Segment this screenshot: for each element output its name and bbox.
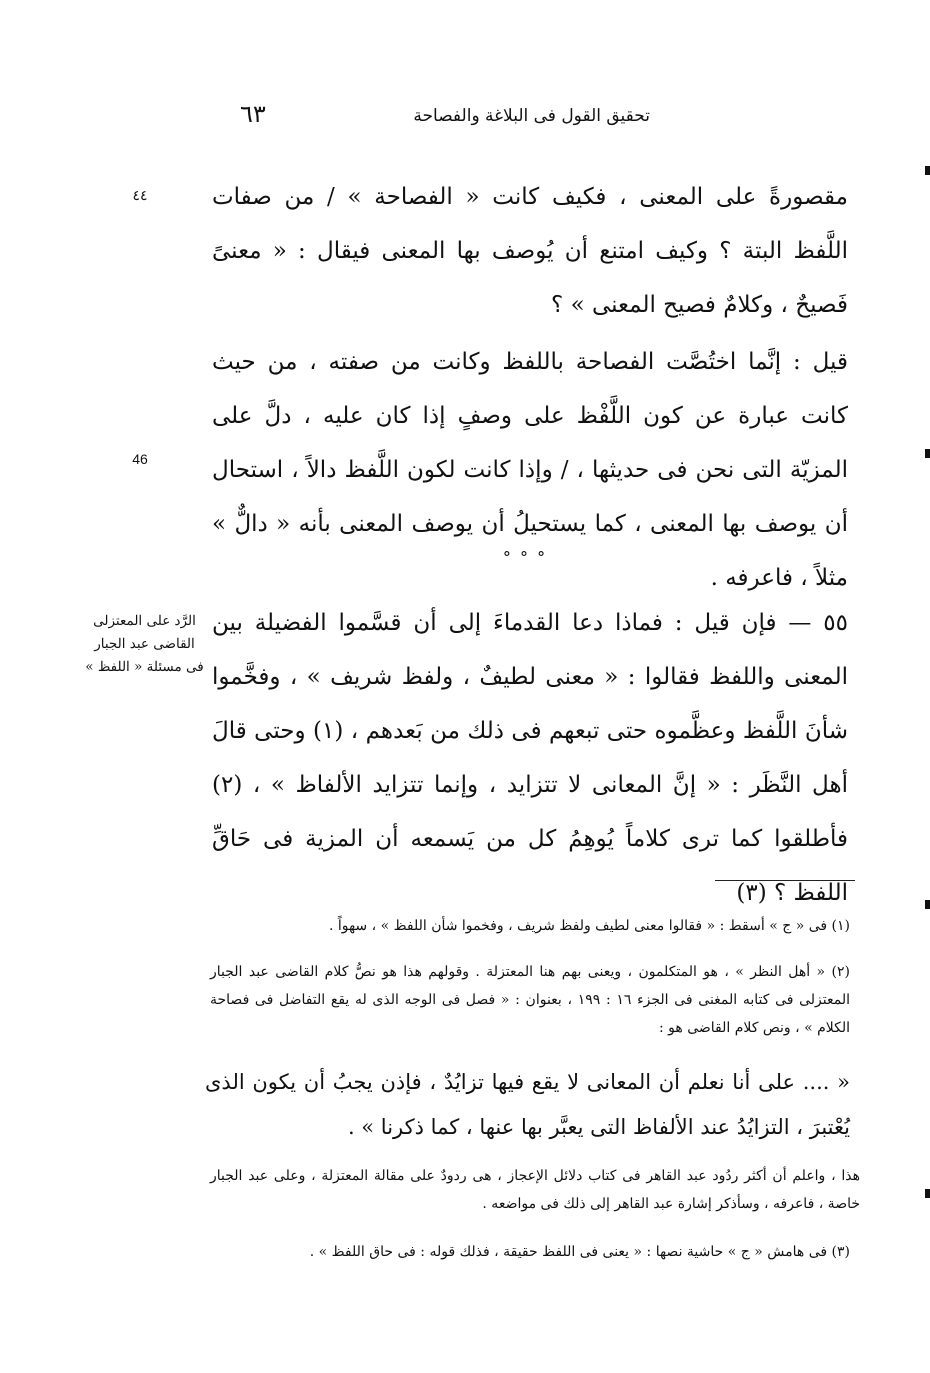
margin-page-ref-44: ٤٤ — [132, 188, 148, 204]
footnote-divider — [715, 880, 855, 881]
scan-edge-mark — [925, 449, 930, 458]
margin-page-ref-46: 46 — [132, 451, 148, 467]
body-paragraph-3: ٥٥ — فإن قيل : فماذا دعا القدماءَ إلى أن قسَّموا الفضيلة بين المعنى واللفظ فقالوا : « معنى لطيفٌ ، ولفظ شريف » ، وفخَّموا شأنَ اللَّفظ وعظَّموه حتى تبعهم فى ذلك من بَعدهم ، (١) وحتى قالَ أهل النَّظَر : « إنَّ المعانى لا تتزايد ، وإنما تتزايد الألفاظ » ، (٢) فأطلقوا كما ترى كلاماً يُوهِمُ كل من يَسمعه أن المزية فى حَاقِّ اللفظ ؟ (٣) — [212, 610, 848, 906]
running-header-title: تحقيق القول فى البلاغة والفصاحة — [413, 106, 650, 126]
footnote-1: (١) فى « ج » أسقط : « فقالوا معنى لطيف ولفظ شريف ، وفخموا شأن اللفظ » ، سهواً . — [328, 918, 850, 934]
footnote-3: (٣) فى هامش « ج » حاشية نصها : « يعنى فى اللفظ حقيقة ، فذلك قوله : فى حاق اللفظ » . — [309, 1244, 850, 1260]
scan-edge-mark — [925, 1189, 930, 1198]
section-separator: ° ° ° — [502, 548, 548, 567]
scan-edge-mark — [925, 166, 930, 175]
margin-side-note — [82, 610, 207, 679]
page-number: ٦٣ — [240, 100, 266, 128]
footnote-2: (٢) « أهل النظر » ، هو المتكلمون ، ويعنى بهم هنا المعتزلة . وقولهم هذا هو نصُّ كلام القاضى عبد الجبار المعتزلى فى كتابه المغنى فى الجزء ١٦ : ١٩٩ ، بعنوان : « فصل فى الوجه الذى له يقع التفاضل فى فصاحة الكلام » ، ونص كلام القاضى هو : — [210, 964, 851, 1036]
body-paragraph-1: مقصورةً على المعنى ، فكيف كانت « الفصاحة » / من صفات اللَّفظ البتة ؟ وكيف امتنع أن يُوصف بها المعنى فيقال : « معنىً فَصيحٌ ، وكلامٌ فصيح المعنى » ؟ — [212, 184, 848, 318]
side-note-line: الرَّد على المعتزلى — [93, 613, 196, 629]
footnote-2-continuation: هذا ، واعلم أن أكثر ردُود عبد القاهر فى كتاب دلائل الإعجاز ، هى ردودٌ على مقالة المعتزلة ، وعلى عبد الجبار خاصة ، فاعرفه ، وسأذكر إشارة عبد القاهر إلى ذلك فى مواضعه . — [210, 1168, 860, 1212]
scan-edge-mark — [925, 900, 930, 909]
body-paragraph-2: قيل : إنَّما اختُصَّت الفصاحة باللفظ وكانت من صفته ، من حيث كانت عبارة عن كون اللَّفْظ على وصفٍ إذا كان عليه ، دلَّ على المزيّة التى نحن فى حديثها ، / وإذا كانت لكون اللَّفظ دالاً ، استحال أن يوصف بها المعنى ، كما يستحيلُ أن يوصف المعنى بأنه « دالٌّ » مثلاً ، فاعرفه . — [212, 349, 848, 591]
footnote-quote: « .... على أنا نعلم أن المعانى لا يقع فيها تزايُدٌ ، فإذن يجبُ أن يكون الذى يُعْتبرَ ، التزايُدُ عند الألفاظ التى يعبَّر بها عنها ، كما ذكرنا » . — [205, 1070, 850, 1139]
side-note-line: فى مسئلة « اللفظ » — [85, 659, 204, 675]
side-note-line: القاضى عبد الجبار — [94, 636, 195, 652]
